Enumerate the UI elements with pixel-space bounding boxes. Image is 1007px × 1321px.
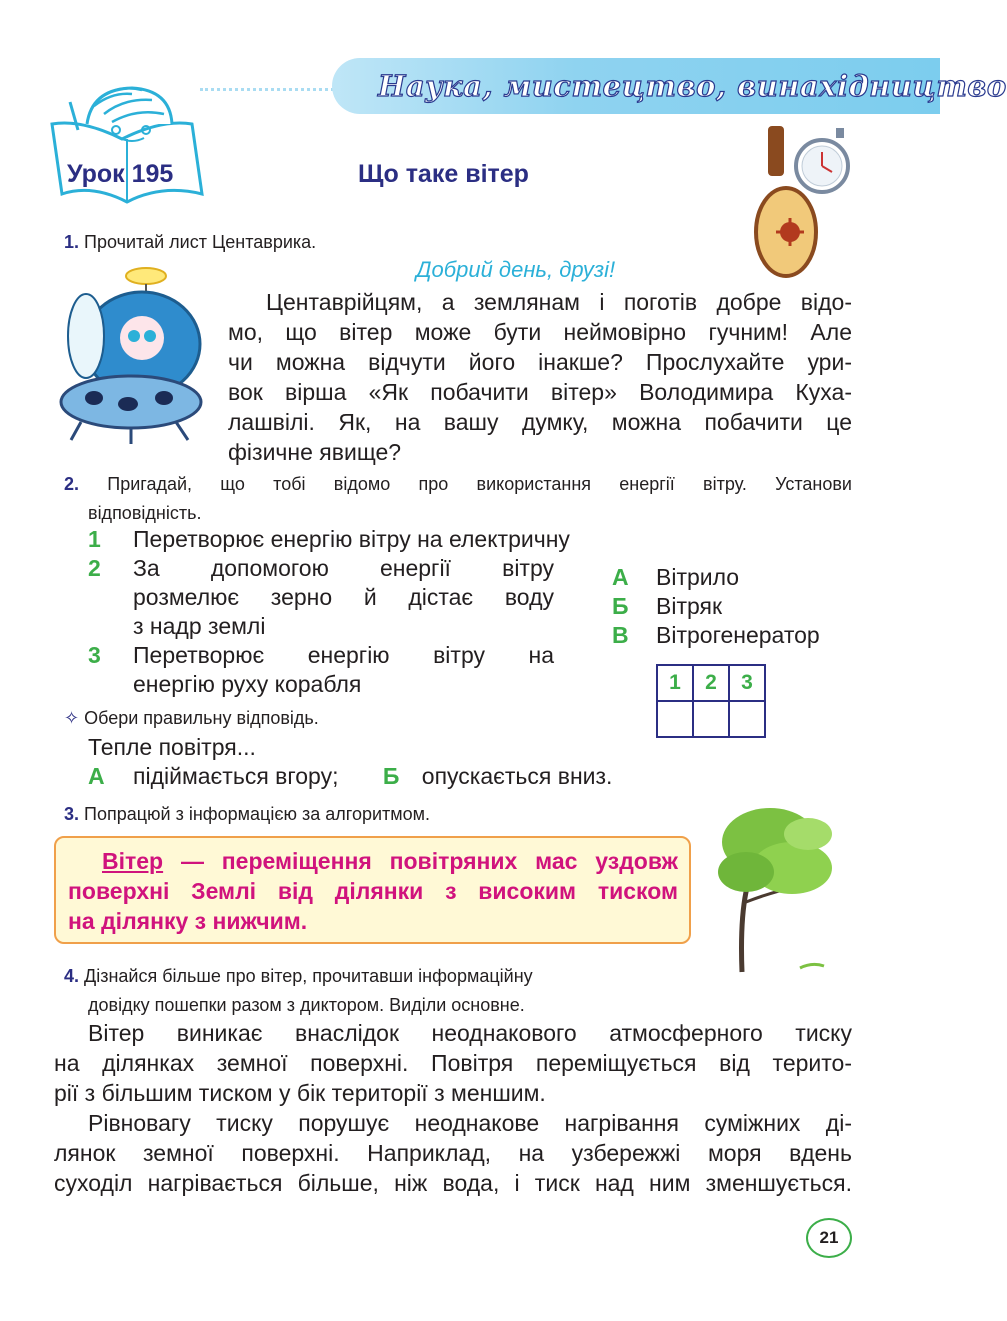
reference-line: на ділянках земної поверхні. Повітря переміщується від терито- xyxy=(54,1050,852,1076)
reference-line: Вітер виникає внаслідок неоднакового атмосферного тиску xyxy=(88,1020,852,1046)
definition-term: Вітер xyxy=(102,848,164,874)
match-item-2 xyxy=(88,554,554,641)
choice-instruction xyxy=(64,704,319,733)
letter-line: мо, що вітер може бути неймовірно гучним! Але xyxy=(228,319,852,345)
reference-line: Рівновагу тиску порушує неоднакове нагрівання суміжних ді- xyxy=(88,1110,852,1136)
match-item-text: з надр землі xyxy=(133,613,266,639)
option-v xyxy=(612,621,820,650)
letter-line: лашвілі. Як, на вашу думку, можна побачити це xyxy=(228,409,852,435)
task-number: 4. xyxy=(64,966,80,986)
match-item-text: енергію руху корабля xyxy=(133,671,362,697)
task-text: Прочитай лист Центаврика. xyxy=(84,232,317,252)
task1-instruction xyxy=(64,228,316,257)
answer-cell[interactable] xyxy=(693,701,729,737)
answer-grid-header: 1 xyxy=(657,665,693,701)
definition-line: на ділянку з нижчим. xyxy=(68,908,308,934)
choice-option[interactable]: підіймається вгору; xyxy=(133,763,339,789)
answer-cell[interactable] xyxy=(729,701,765,737)
match-item-text: розмелює зерно й дістає воду xyxy=(133,584,554,610)
option-letter: В xyxy=(612,622,629,648)
choice-prompt: Тепле повітря... xyxy=(88,734,256,760)
option-label: Вітрило xyxy=(656,564,740,590)
choice-option[interactable]: опускається вниз. xyxy=(421,763,613,789)
reference-line: рії з більшим тиском у бік території з меншим. xyxy=(54,1080,546,1106)
option-label: Вітрогенератор xyxy=(656,622,820,648)
reference-text xyxy=(54,1018,852,1198)
task2-instruction xyxy=(64,470,852,528)
definition-line: — переміщення повітряних мас уздовж xyxy=(180,848,678,874)
choice-text: Обери правильну відповідь. xyxy=(84,708,319,728)
boy-reading-illustration xyxy=(42,84,212,214)
answer-grid-header: 2 xyxy=(693,665,729,701)
answer-grid xyxy=(656,664,766,738)
option-b xyxy=(612,592,723,621)
centaur-alien-illustration xyxy=(56,264,206,446)
letter-body xyxy=(228,287,852,467)
task4-instruction xyxy=(64,962,533,1020)
task-text: Дізнайся більше про вітер, прочитавши інформаційну xyxy=(84,966,533,986)
windblown-tree-illustration xyxy=(712,792,842,982)
match-item-number: 2 xyxy=(88,555,101,581)
choice-option-letter: Б xyxy=(382,763,400,789)
choice-option-letter: А xyxy=(88,763,105,789)
task-number: 3. xyxy=(64,804,80,824)
match-item-text: Перетворює енергію вітру на електричну xyxy=(133,526,570,552)
option-letter: А xyxy=(612,564,629,590)
section-title: Наука, мистецтво, винахідництво xyxy=(378,69,1007,103)
lesson-label: Урок 195 xyxy=(67,160,174,188)
answer-cell[interactable] xyxy=(657,701,693,737)
option-letter: Б xyxy=(612,593,629,619)
letter-line: фізичне явище? xyxy=(228,439,402,465)
answer-grid-header: 3 xyxy=(729,665,765,701)
task-text: Попрацюй з інформацією за алгоритмом. xyxy=(84,804,431,824)
star-marker-icon: ✧ xyxy=(64,708,80,728)
header-dotted-line xyxy=(200,88,340,91)
task-number: 2. xyxy=(64,474,80,494)
match-item-text: За допомогою енергії вітру xyxy=(133,555,554,581)
match-item-number: 3 xyxy=(88,642,101,668)
lesson-title: Що таке вітер xyxy=(358,160,529,188)
letter-greeting: Добрий день, друзі! xyxy=(416,257,616,282)
task-number: 1. xyxy=(64,232,80,252)
option-label: Вітряк xyxy=(656,593,723,619)
match-item-number: 1 xyxy=(88,526,101,552)
task-text: Пригадай, що тобі відомо про використання енергії вітру. Установи xyxy=(107,474,852,494)
bandura-stopwatch-illustration xyxy=(750,122,860,282)
letter-line: вок вірша «Як побачити вітер» Володимира Куха- xyxy=(228,379,852,405)
option-a xyxy=(612,563,740,592)
task-text: довідку пошепки разом з диктором. Виділи основне. xyxy=(88,995,525,1015)
reference-line: суходіл нагрівається більше, ніж вода, і тиск над ним зменшується. xyxy=(54,1170,852,1196)
match-item-text: Перетворює енергію вітру на xyxy=(133,642,554,668)
match-item-3 xyxy=(88,641,554,699)
task3-instruction xyxy=(64,800,430,829)
task-text: відповідність. xyxy=(88,503,202,523)
letter-line: Центаврійцям, а землянам і поготів добре відо- xyxy=(266,289,852,315)
reference-line: лянок земної поверхні. Наприклад, на узбережжі моря вдень xyxy=(54,1140,852,1166)
page-number: 21 xyxy=(806,1218,852,1258)
definition-line: поверхні Землі від ділянки з високим тиском xyxy=(68,878,678,904)
letter-line: чи можна відчути його інакше? Прослухайте ури- xyxy=(228,349,852,375)
definition-text xyxy=(68,846,678,936)
choice-options xyxy=(88,761,612,791)
